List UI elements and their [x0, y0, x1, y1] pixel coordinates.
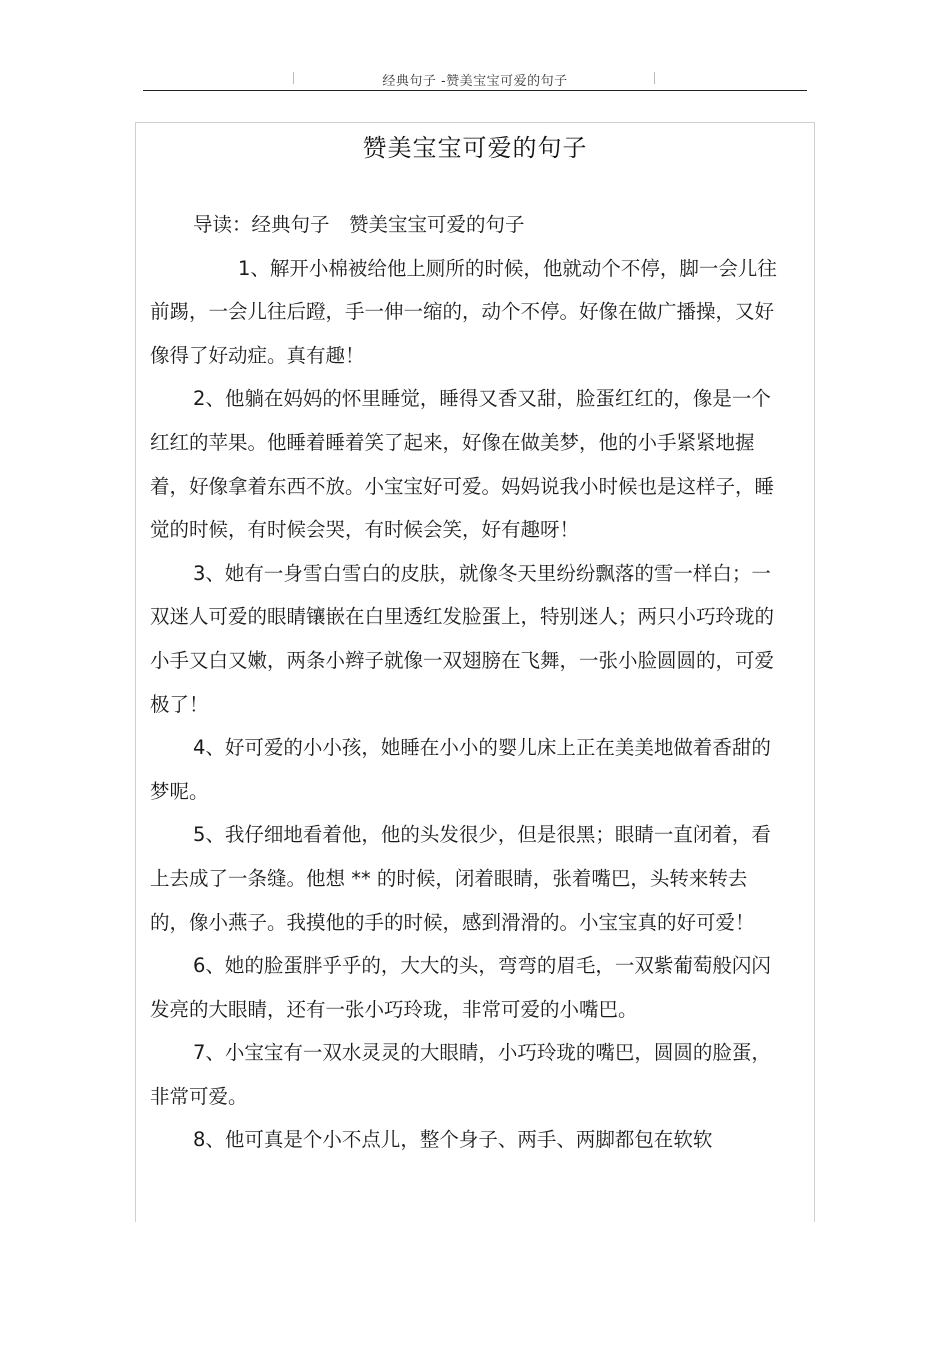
paragraph-7: 7、小宝宝有一双水灵灵的大眼睛，小巧玲珑的嘴巴，圆圆的脸蛋，非常可爱。	[150, 1041, 771, 1108]
document-body	[150, 203, 780, 1162]
paragraph-5: 5、我仔细地看着他，他的头发很少，但是很黑；眼睛一直闭着，看上去成了一条缝。他想 ** 的时候，闭着眼睛，张着嘴巴，头转来转去的，像小燕子。我摸他的手的时候，感到滑滑的。小宝宝真的好可爱！	[150, 823, 771, 934]
running-header	[143, 66, 807, 91]
lead-paragraph: 导读：经典句子 赞美宝宝可爱的句子	[193, 213, 525, 236]
paragraph-1: 1、解开小棉被给他上厕所的时候，他就动个不停，脚一会儿往前踢，一会儿往后蹬，手一伸一缩的，动个不停。好像在做广播操，又好像得了好动症。真有趣！	[150, 256, 777, 367]
header-text: 经典句子 -赞美宝宝可爱的句子	[382, 74, 568, 89]
paragraph-2: 2、他躺在妈妈的怀里睡觉，睡得又香又甜，脸蛋红红的，像是一个红红的苹果。他睡着睡着笑了起来，好像在做美梦，他的小手紧紧地握着，好像拿着东西不放。小宝宝好可爱。妈妈说我小时候也是这样子，睡觉的时候，有时候会哭，有时候会笑，好有趣呀！	[150, 387, 775, 542]
paragraph-4: 4、好可爱的小小孩，她睡在小小的婴儿床上正在美美地做着香甜的梦呢。	[150, 736, 771, 803]
paragraph-8: 8、他可真是个小不点儿，整个身子、两手、两脚都包在软软	[193, 1128, 713, 1152]
paragraph-6: 6、她的脸蛋胖乎乎的，大大的头，弯弯的眉毛，一双紫葡萄般闪闪发亮的大眼睛，还有一张小巧玲珑，非常可爱的小嘴巴。	[150, 954, 771, 1021]
document-title: 赞美宝宝可爱的句子	[362, 134, 588, 162]
paragraph-3: 3、她有一身雪白雪白的皮肤，就像冬天里纷纷飘落的雪一样白；一双迷人可爱的眼睛镶嵌在白里透红发脸蛋上，特别迷人；两只小巧玲珑的小手又白又嫩，两条小辫子就像一双翅膀在飞舞，一张小脸圆圆的，可爱极了！	[150, 561, 775, 716]
